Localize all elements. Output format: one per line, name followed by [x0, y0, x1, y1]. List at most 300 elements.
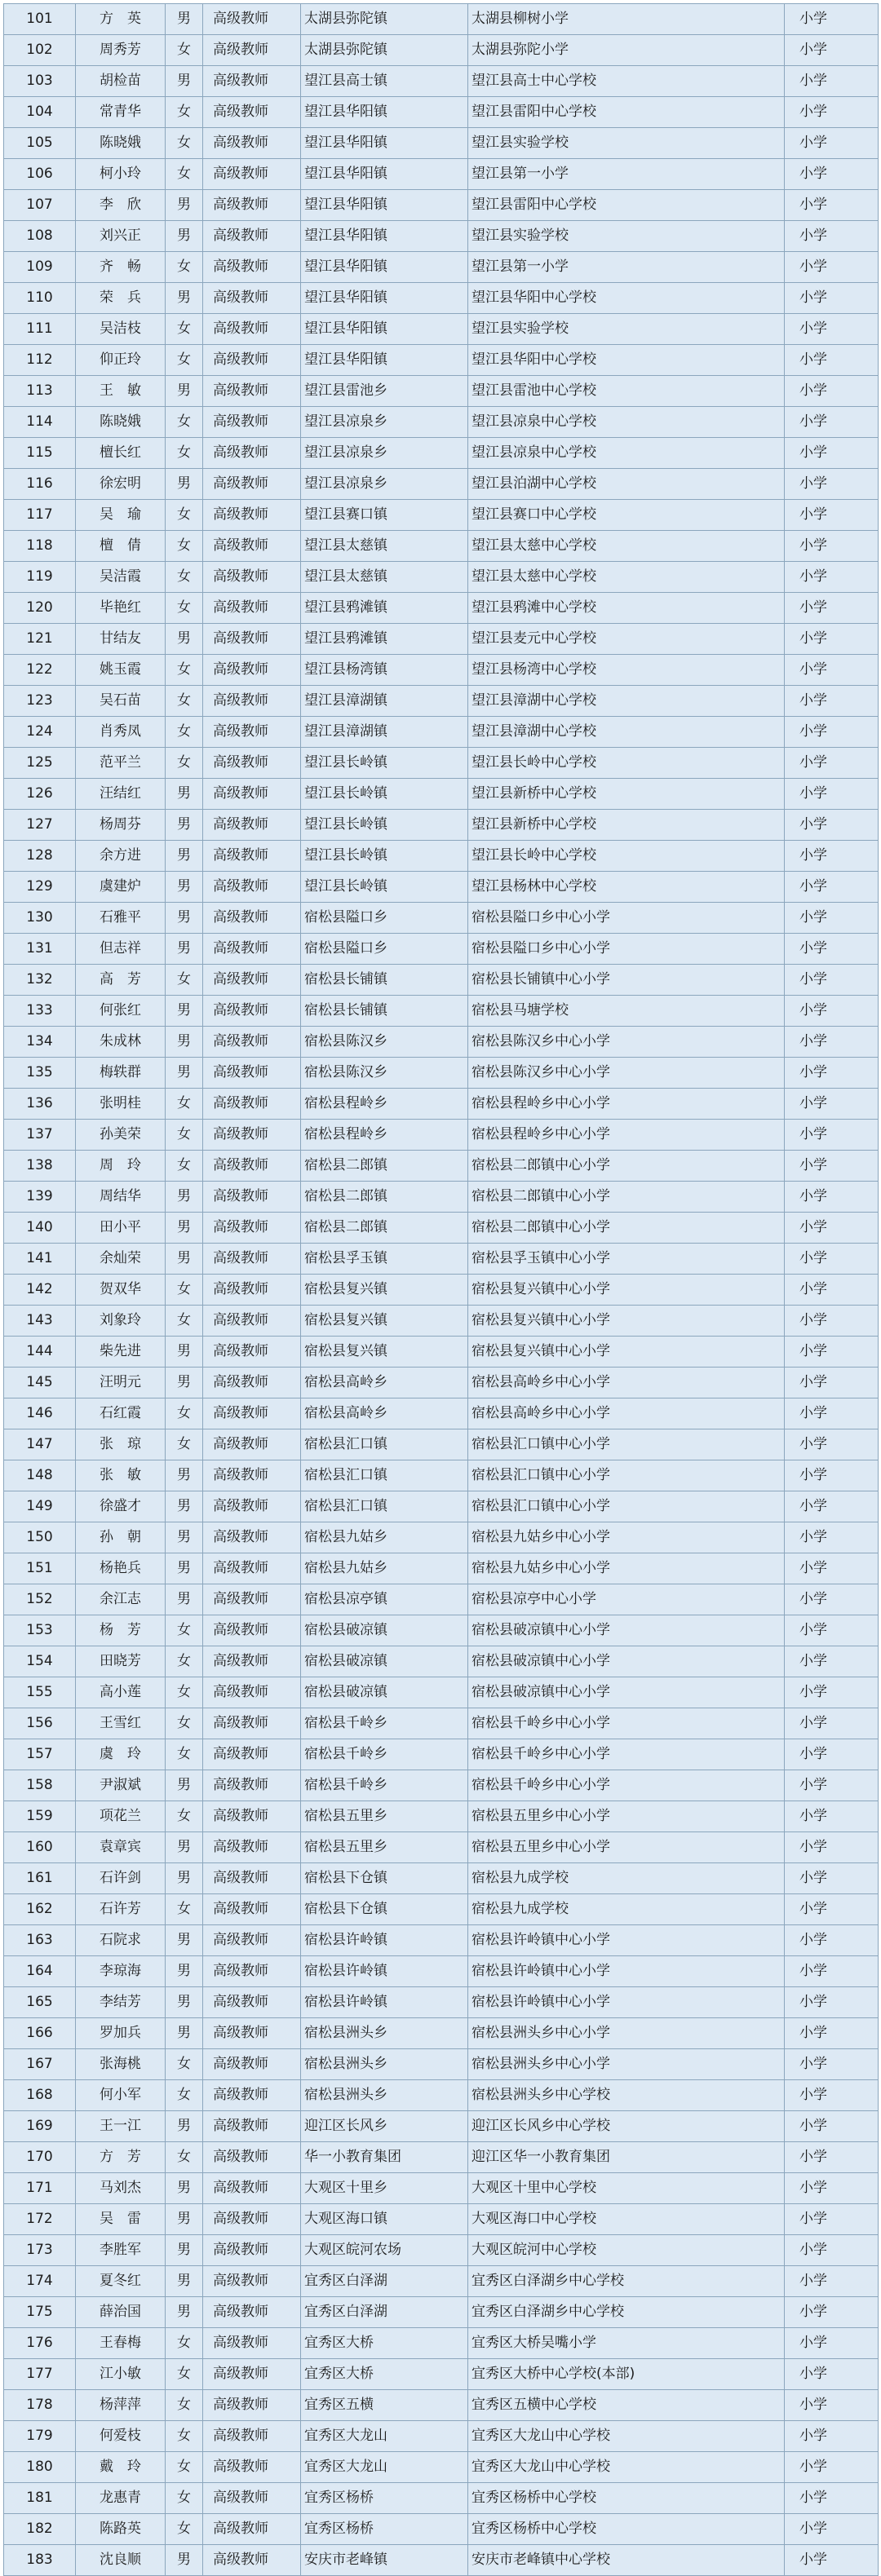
school-level-cell: 小学 [785, 1151, 879, 1182]
job-title-cell: 高级教师 [203, 314, 301, 345]
row-number-cell: 146 [4, 1398, 76, 1429]
table-row [4, 717, 879, 748]
table-row [4, 283, 879, 314]
gender-cell: 男 [166, 2111, 203, 2142]
township-cell: 宿松县二郎镇 [301, 1213, 468, 1244]
row-number-cell: 167 [4, 2049, 76, 2080]
gender-cell: 男 [166, 1522, 203, 1553]
gender-cell: 男 [166, 190, 203, 221]
teacher-name-cell: 吴石苗 [76, 686, 166, 717]
township-cell: 宜秀区白泽湖 [301, 2297, 468, 2328]
teacher-name-cell: 何爱枝 [76, 2421, 166, 2452]
row-number-cell: 152 [4, 1584, 76, 1615]
table-row [4, 2545, 879, 2576]
row-number-cell: 171 [4, 2173, 76, 2204]
teacher-name-cell: 孙 朝 [76, 1522, 166, 1553]
township-cell: 望江县华阳镇 [301, 190, 468, 221]
teacher-name-cell: 石许芳 [76, 1894, 166, 1925]
gender-cell: 女 [166, 655, 203, 686]
job-title-cell: 高级教师 [203, 1306, 301, 1337]
school-level-cell: 小学 [785, 2173, 879, 2204]
school-cell: 宿松县长铺镇中心小学 [468, 965, 785, 996]
row-number-cell: 180 [4, 2452, 76, 2483]
teacher-name-cell: 虞建炉 [76, 872, 166, 903]
school-level-cell: 小学 [785, 1956, 879, 1987]
school-level-cell: 小学 [785, 1058, 879, 1089]
table-row [4, 1368, 879, 1398]
row-number-cell: 136 [4, 1089, 76, 1120]
teacher-name-cell: 罗加兵 [76, 2018, 166, 2049]
township-cell: 宿松县隘口乡 [301, 903, 468, 934]
township-cell: 望江县杨湾镇 [301, 655, 468, 686]
school-cell: 望江县凉泉中心学校 [468, 407, 785, 438]
table-row [4, 655, 879, 686]
school-cell: 望江县华阳中心学校 [468, 345, 785, 376]
school-level-cell: 小学 [785, 1398, 879, 1429]
job-title-cell: 高级教师 [203, 1429, 301, 1460]
job-title-cell: 高级教师 [203, 97, 301, 128]
teacher-name-cell: 李胜军 [76, 2235, 166, 2266]
school-level-cell: 小学 [785, 655, 879, 686]
job-title-cell: 高级教师 [203, 965, 301, 996]
township-cell: 宿松县汇口镇 [301, 1460, 468, 1491]
teacher-name-cell: 王 敏 [76, 376, 166, 407]
township-cell: 望江县凉泉乡 [301, 438, 468, 469]
job-title-cell: 高级教师 [203, 1956, 301, 1987]
table-row [4, 4, 879, 35]
teacher-name-cell: 汪结红 [76, 779, 166, 810]
table-row [4, 159, 879, 190]
row-number-cell: 179 [4, 2421, 76, 2452]
township-cell: 宿松县破凉镇 [301, 1646, 468, 1677]
school-cell: 宿松县千岭乡中心小学 [468, 1739, 785, 1770]
teacher-name-cell: 吴 雷 [76, 2204, 166, 2235]
teacher-name-cell: 石院求 [76, 1925, 166, 1956]
school-cell: 望江县实验学校 [468, 314, 785, 345]
row-number-cell: 139 [4, 1182, 76, 1213]
school-level-cell: 小学 [785, 438, 879, 469]
township-cell: 太湖县弥陀镇 [301, 4, 468, 35]
teacher-name-cell: 薛治国 [76, 2297, 166, 2328]
teacher-name-cell: 何小军 [76, 2080, 166, 2111]
job-title-cell: 高级教师 [203, 407, 301, 438]
row-number-cell: 135 [4, 1058, 76, 1089]
job-title-cell: 高级教师 [203, 4, 301, 35]
teacher-name-cell: 常青华 [76, 97, 166, 128]
table-row [4, 1925, 879, 1956]
school-cell: 望江县太慈中心学校 [468, 531, 785, 562]
school-cell: 望江县华阳中心学校 [468, 283, 785, 314]
gender-cell: 女 [166, 531, 203, 562]
school-level-cell: 小学 [785, 2359, 879, 2390]
township-cell: 宿松县程岭乡 [301, 1120, 468, 1151]
teacher-name-cell: 石许剑 [76, 1863, 166, 1894]
row-number-cell: 161 [4, 1863, 76, 1894]
row-number-cell: 181 [4, 2483, 76, 2514]
school-level-cell: 小学 [785, 1275, 879, 1306]
table-row [4, 965, 879, 996]
school-cell: 宿松县九姑乡中心小学 [468, 1522, 785, 1553]
teacher-name-cell: 贺双华 [76, 1275, 166, 1306]
job-title-cell: 高级教师 [203, 624, 301, 655]
row-number-cell: 118 [4, 531, 76, 562]
township-cell: 大观区十里乡 [301, 2173, 468, 2204]
row-number-cell: 129 [4, 872, 76, 903]
gender-cell: 女 [166, 1646, 203, 1677]
township-cell: 望江县鸦滩镇 [301, 593, 468, 624]
gender-cell: 男 [166, 779, 203, 810]
table-row [4, 810, 879, 841]
gender-cell: 男 [166, 2173, 203, 2204]
township-cell: 宜秀区大桥 [301, 2359, 468, 2390]
township-cell: 望江县华阳镇 [301, 283, 468, 314]
table-row [4, 2266, 879, 2297]
table-row [4, 2328, 879, 2359]
school-level-cell: 小学 [785, 1089, 879, 1120]
school-cell: 宜秀区杨桥中心学校 [468, 2514, 785, 2545]
job-title-cell: 高级教师 [203, 1244, 301, 1275]
township-cell: 大观区皖河农场 [301, 2235, 468, 2266]
school-level-cell: 小学 [785, 469, 879, 500]
school-cell: 宿松县隘口乡中心小学 [468, 934, 785, 965]
school-cell: 宿松县许岭镇中心小学 [468, 1925, 785, 1956]
gender-cell: 男 [166, 469, 203, 500]
township-cell: 宿松县二郎镇 [301, 1151, 468, 1182]
table-row [4, 624, 879, 655]
township-cell: 望江县华阳镇 [301, 128, 468, 159]
job-title-cell: 高级教师 [203, 1213, 301, 1244]
row-number-cell: 162 [4, 1894, 76, 1925]
school-cell: 宿松县九成学校 [468, 1894, 785, 1925]
row-number-cell: 124 [4, 717, 76, 748]
row-number-cell: 177 [4, 2359, 76, 2390]
teacher-name-cell: 沈良顺 [76, 2545, 166, 2576]
job-title-cell: 高级教师 [203, 2080, 301, 2111]
school-cell: 宿松县二郎镇中心小学 [468, 1182, 785, 1213]
job-title-cell: 高级教师 [203, 2142, 301, 2173]
gender-cell: 男 [166, 1553, 203, 1584]
teacher-name-cell: 荣 兵 [76, 283, 166, 314]
township-cell: 望江县华阳镇 [301, 252, 468, 283]
job-title-cell: 高级教师 [203, 2297, 301, 2328]
school-cell: 安庆市老峰镇中心学校 [468, 2545, 785, 2576]
gender-cell: 女 [166, 2421, 203, 2452]
table-row [4, 1522, 879, 1553]
school-cell: 大观区十里中心学校 [468, 2173, 785, 2204]
gender-cell: 女 [166, 2514, 203, 2545]
school-cell: 大观区皖河中心学校 [468, 2235, 785, 2266]
table-row [4, 872, 879, 903]
table-row [4, 1863, 879, 1894]
table-row [4, 903, 879, 934]
row-number-cell: 141 [4, 1244, 76, 1275]
table-row [4, 1213, 879, 1244]
school-cell: 望江县实验学校 [468, 221, 785, 252]
school-cell: 望江县雷阳中心学校 [468, 97, 785, 128]
job-title-cell: 高级教师 [203, 190, 301, 221]
gender-cell: 男 [166, 1584, 203, 1615]
township-cell: 宜秀区大桥 [301, 2328, 468, 2359]
school-level-cell: 小学 [785, 1894, 879, 1925]
row-number-cell: 127 [4, 810, 76, 841]
township-cell: 宿松县洲头乡 [301, 2080, 468, 2111]
township-cell: 望江县雷池乡 [301, 376, 468, 407]
job-title-cell: 高级教师 [203, 438, 301, 469]
table-row [4, 2514, 879, 2545]
township-cell: 宿松县复兴镇 [301, 1306, 468, 1337]
job-title-cell: 高级教师 [203, 748, 301, 779]
table-row [4, 748, 879, 779]
school-level-cell: 小学 [785, 593, 879, 624]
gender-cell: 男 [166, 1213, 203, 1244]
table-row [4, 376, 879, 407]
row-number-cell: 144 [4, 1337, 76, 1368]
teacher-name-cell: 梅轶群 [76, 1058, 166, 1089]
table-row [4, 1275, 879, 1306]
township-cell: 迎江区长风乡 [301, 2111, 468, 2142]
school-level-cell: 小学 [785, 283, 879, 314]
township-cell: 宿松县洲头乡 [301, 2049, 468, 2080]
row-number-cell: 154 [4, 1646, 76, 1677]
school-level-cell: 小学 [785, 2514, 879, 2545]
school-level-cell: 小学 [785, 841, 879, 872]
table-row [4, 2080, 879, 2111]
job-title-cell: 高级教师 [203, 2421, 301, 2452]
school-cell: 宿松县程岭乡中心小学 [468, 1120, 785, 1151]
teacher-name-cell: 高 芳 [76, 965, 166, 996]
school-level-cell: 小学 [785, 531, 879, 562]
job-title-cell: 高级教师 [203, 934, 301, 965]
teacher-name-cell: 仰正玲 [76, 345, 166, 376]
school-level-cell: 小学 [785, 35, 879, 66]
school-level-cell: 小学 [785, 1646, 879, 1677]
teacher-name-cell: 汪明元 [76, 1368, 166, 1398]
township-cell: 宜秀区杨桥 [301, 2514, 468, 2545]
township-cell: 宜秀区大龙山 [301, 2421, 468, 2452]
gender-cell: 男 [166, 1058, 203, 1089]
row-number-cell: 104 [4, 97, 76, 128]
job-title-cell: 高级教师 [203, 2266, 301, 2297]
teacher-name-cell: 周秀芳 [76, 35, 166, 66]
table-row [4, 469, 879, 500]
table-row [4, 345, 879, 376]
row-number-cell: 133 [4, 996, 76, 1027]
teacher-name-cell: 肖秀凤 [76, 717, 166, 748]
job-title-cell: 高级教师 [203, 531, 301, 562]
school-cell: 望江县高士中心学校 [468, 66, 785, 97]
job-title-cell: 高级教师 [203, 2204, 301, 2235]
row-number-cell: 113 [4, 376, 76, 407]
school-level-cell: 小学 [785, 66, 879, 97]
school-level-cell: 小学 [785, 624, 879, 655]
township-cell: 太湖县弥陀镇 [301, 35, 468, 66]
teacher-name-cell: 何张红 [76, 996, 166, 1027]
table-row [4, 2421, 879, 2452]
school-level-cell: 小学 [785, 2142, 879, 2173]
school-cell: 宿松县汇口镇中心小学 [468, 1429, 785, 1460]
job-title-cell: 高级教师 [203, 1398, 301, 1429]
table-row [4, 779, 879, 810]
school-cell: 望江县凉泉中心学校 [468, 438, 785, 469]
table-row [4, 1646, 879, 1677]
row-number-cell: 174 [4, 2266, 76, 2297]
school-level-cell: 小学 [785, 345, 879, 376]
gender-cell: 女 [166, 1429, 203, 1460]
table-row [4, 1894, 879, 1925]
school-cell: 太湖县柳树小学 [468, 4, 785, 35]
job-title-cell: 高级教师 [203, 593, 301, 624]
table-row [4, 1553, 879, 1584]
row-number-cell: 163 [4, 1925, 76, 1956]
row-number-cell: 169 [4, 2111, 76, 2142]
school-cell: 望江县漳湖中心学校 [468, 686, 785, 717]
teacher-name-cell: 陈路英 [76, 2514, 166, 2545]
school-level-cell: 小学 [785, 686, 879, 717]
row-number-cell: 134 [4, 1027, 76, 1058]
gender-cell: 男 [166, 872, 203, 903]
gender-cell: 男 [166, 1863, 203, 1894]
row-number-cell: 109 [4, 252, 76, 283]
school-cell: 望江县鸦滩中心学校 [468, 593, 785, 624]
row-number-cell: 172 [4, 2204, 76, 2235]
school-level-cell: 小学 [785, 1244, 879, 1275]
gender-cell: 女 [166, 1801, 203, 1832]
gender-cell: 女 [166, 2483, 203, 2514]
teacher-name-cell: 陈晓娥 [76, 128, 166, 159]
school-level-cell: 小学 [785, 2111, 879, 2142]
gender-cell: 女 [166, 2142, 203, 2173]
job-title-cell: 高级教师 [203, 283, 301, 314]
table-row [4, 996, 879, 1027]
township-cell: 宿松县下仓镇 [301, 1863, 468, 1894]
row-number-cell: 157 [4, 1739, 76, 1770]
school-level-cell: 小学 [785, 97, 879, 128]
teacher-name-cell: 齐 畅 [76, 252, 166, 283]
township-cell: 望江县长岭镇 [301, 872, 468, 903]
gender-cell: 女 [166, 1306, 203, 1337]
school-cell: 宿松县陈汉乡中心小学 [468, 1027, 785, 1058]
school-level-cell: 小学 [785, 2049, 879, 2080]
job-title-cell: 高级教师 [203, 655, 301, 686]
school-level-cell: 小学 [785, 996, 879, 1027]
gender-cell: 男 [166, 1182, 203, 1213]
school-cell: 宜秀区大龙山中心学校 [468, 2452, 785, 2483]
job-title-cell: 高级教师 [203, 2483, 301, 2514]
township-cell: 宿松县程岭乡 [301, 1089, 468, 1120]
row-number-cell: 148 [4, 1460, 76, 1491]
table-row [4, 500, 879, 531]
township-cell: 宿松县复兴镇 [301, 1337, 468, 1368]
table-row [4, 934, 879, 965]
teacher-name-cell: 马刘杰 [76, 2173, 166, 2204]
table-row [4, 438, 879, 469]
township-cell: 宿松县复兴镇 [301, 1275, 468, 1306]
school-cell: 宿松县五里乡中心小学 [468, 1832, 785, 1863]
teacher-name-cell: 余江志 [76, 1584, 166, 1615]
job-title-cell: 高级教师 [203, 1584, 301, 1615]
township-cell: 宿松县汇口镇 [301, 1429, 468, 1460]
gender-cell: 男 [166, 2204, 203, 2235]
school-cell: 太湖县弥陀小学 [468, 35, 785, 66]
table-row [4, 1956, 879, 1987]
table-row [4, 2452, 879, 2483]
school-level-cell: 小学 [785, 2018, 879, 2049]
school-cell: 望江县太慈中心学校 [468, 562, 785, 593]
teacher-name-cell: 方 芳 [76, 2142, 166, 2173]
job-title-cell: 高级教师 [203, 562, 301, 593]
teacher-name-cell: 周 玲 [76, 1151, 166, 1182]
row-number-cell: 164 [4, 1956, 76, 1987]
row-number-cell: 142 [4, 1275, 76, 1306]
township-cell: 宜秀区杨桥 [301, 2483, 468, 2514]
school-level-cell: 小学 [785, 2297, 879, 2328]
school-level-cell: 小学 [785, 1863, 879, 1894]
township-cell: 宿松县长铺镇 [301, 996, 468, 1027]
job-title-cell: 高级教师 [203, 1120, 301, 1151]
school-cell: 望江县雷阳中心学校 [468, 190, 785, 221]
row-number-cell: 117 [4, 500, 76, 531]
table-row [4, 1708, 879, 1739]
teacher-name-cell: 尹淑斌 [76, 1770, 166, 1801]
teacher-name-cell: 胡检苗 [76, 66, 166, 97]
table-row [4, 221, 879, 252]
township-cell: 望江县长岭镇 [301, 810, 468, 841]
row-number-cell: 145 [4, 1368, 76, 1398]
school-level-cell: 小学 [785, 1553, 879, 1584]
school-cell: 望江县漳湖中心学校 [468, 717, 785, 748]
school-level-cell: 小学 [785, 1739, 879, 1770]
school-level-cell: 小学 [785, 2452, 879, 2483]
school-cell: 宿松县五里乡中心小学 [468, 1801, 785, 1832]
table-row [4, 97, 879, 128]
township-cell: 宿松县许岭镇 [301, 1956, 468, 1987]
job-title-cell: 高级教师 [203, 1337, 301, 1368]
school-level-cell: 小学 [785, 1460, 879, 1491]
school-level-cell: 小学 [785, 1770, 879, 1801]
job-title-cell: 高级教师 [203, 1275, 301, 1306]
township-cell: 宿松县陈汉乡 [301, 1027, 468, 1058]
gender-cell: 男 [166, 376, 203, 407]
row-number-cell: 170 [4, 2142, 76, 2173]
school-level-cell: 小学 [785, 2483, 879, 2514]
job-title-cell: 高级教师 [203, 1832, 301, 1863]
township-cell: 望江县凉泉乡 [301, 469, 468, 500]
row-number-cell: 147 [4, 1429, 76, 1460]
job-title-cell: 高级教师 [203, 872, 301, 903]
school-level-cell: 小学 [785, 128, 879, 159]
table-row [4, 1987, 879, 2018]
township-cell: 华一小教育集团 [301, 2142, 468, 2173]
school-cell: 宿松县隘口乡中心小学 [468, 903, 785, 934]
job-title-cell: 高级教师 [203, 1801, 301, 1832]
school-cell: 望江县泊湖中心学校 [468, 469, 785, 500]
township-cell: 宜秀区五横 [301, 2390, 468, 2421]
teacher-name-cell: 田晓芳 [76, 1646, 166, 1677]
job-title-cell: 高级教师 [203, 2111, 301, 2142]
teacher-name-cell: 杨周芬 [76, 810, 166, 841]
teacher-name-cell: 方 英 [76, 4, 166, 35]
gender-cell: 男 [166, 4, 203, 35]
school-level-cell: 小学 [785, 4, 879, 35]
row-number-cell: 116 [4, 469, 76, 500]
township-cell: 宿松县洲头乡 [301, 2018, 468, 2049]
row-number-cell: 108 [4, 221, 76, 252]
gender-cell: 男 [166, 1987, 203, 2018]
gender-cell: 男 [166, 1460, 203, 1491]
gender-cell: 男 [166, 1925, 203, 1956]
teacher-name-cell: 江小敏 [76, 2359, 166, 2390]
teacher-name-cell: 张 琼 [76, 1429, 166, 1460]
